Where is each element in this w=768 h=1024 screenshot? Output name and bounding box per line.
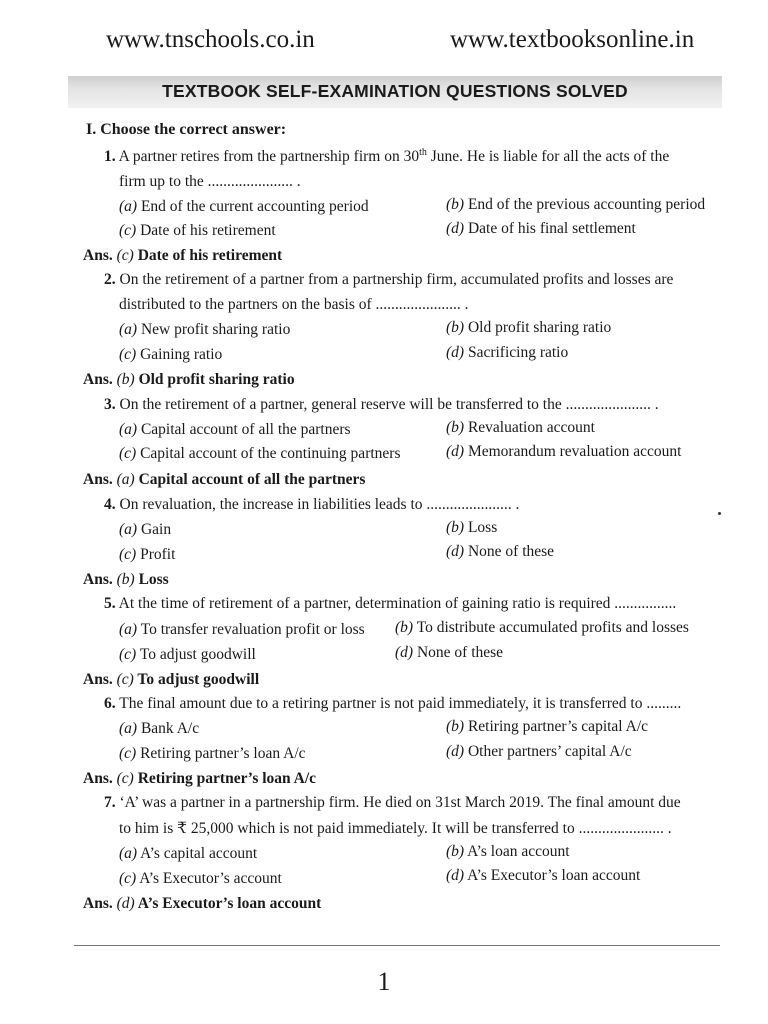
option-text: None of these bbox=[467, 543, 555, 560]
option-text: A’s Executor’s loan account bbox=[467, 867, 641, 884]
option-text: To adjust goodwill bbox=[139, 646, 256, 663]
option-letter: (c) bbox=[119, 745, 137, 762]
option-text: Gaining ratio bbox=[140, 346, 223, 363]
option-text: Sacrificing ratio bbox=[467, 344, 569, 361]
option-text: To distribute accumulated profits and losses bbox=[416, 619, 689, 636]
question-4-option-b bbox=[446, 519, 497, 537]
answer-letter: (c) bbox=[116, 770, 134, 787]
answer-prefix: Ans. bbox=[83, 371, 113, 388]
question-6-option-c bbox=[119, 745, 306, 763]
answer-letter: (b) bbox=[116, 371, 135, 388]
question-1-option-a bbox=[119, 198, 369, 216]
option-letter: (d) bbox=[395, 644, 414, 661]
scan-speck bbox=[718, 512, 721, 515]
option-letter: (b) bbox=[446, 519, 465, 536]
question-2-option-a bbox=[119, 321, 290, 339]
question-6-line-1 bbox=[104, 695, 681, 713]
question-text: On the retirement of a partner from a partnership firm, accumulated profits and losses are bbox=[119, 271, 674, 288]
page-number: 1 bbox=[377, 967, 391, 996]
question-5-option-d bbox=[395, 644, 503, 662]
option-letter: (b) bbox=[446, 196, 465, 213]
answer-text: A’s Executor’s loan account bbox=[137, 895, 322, 912]
footer-rule bbox=[74, 945, 720, 946]
option-letter: (d) bbox=[446, 443, 465, 460]
option-text: Profit bbox=[140, 546, 176, 563]
option-text: Date of his final settlement bbox=[467, 220, 636, 237]
question-text: June. He is liable for all the acts of the bbox=[426, 148, 670, 166]
question-text: The final amount due to a retiring partner is not paid immediately, it is transferred to ......... bbox=[119, 695, 682, 712]
answer-prefix: Ans. bbox=[83, 671, 113, 688]
option-text: Revaluation account bbox=[467, 419, 595, 436]
question-7-option-c bbox=[119, 870, 282, 888]
option-text: Loss bbox=[467, 519, 498, 536]
option-text: Retiring partner’s capital A/c bbox=[467, 718, 649, 735]
answer-letter: (d) bbox=[116, 895, 135, 912]
option-text: Retiring partner’s loan A/c bbox=[140, 745, 306, 762]
question-text: On the retirement of a partner, general reserve will be transferred to the ...................... . bbox=[119, 396, 659, 413]
option-letter: (b) bbox=[446, 718, 465, 735]
question-6-option-b bbox=[446, 718, 648, 736]
option-text: A’s loan account bbox=[467, 843, 570, 860]
question-text: At the time of retirement of a partner, determination of gaining ratio is required ................ bbox=[118, 595, 677, 612]
option-text: Date of his retirement bbox=[140, 222, 276, 239]
answer-text: To adjust goodwill bbox=[137, 671, 260, 688]
question-7-line-2: to him is ₹ 25,000 which is not paid immediately. It will be transferred to ...................... . bbox=[119, 820, 672, 837]
question-2-line-2: distributed to the partners on the basis of ...................... . bbox=[119, 296, 469, 313]
question-4-option-d bbox=[446, 543, 554, 561]
question-3-option-c bbox=[119, 445, 400, 463]
question-7-option-a bbox=[119, 845, 257, 863]
option-text: Old profit sharing ratio bbox=[467, 319, 612, 336]
option-text: Memorandum revaluation account bbox=[467, 443, 682, 460]
question-4-answer bbox=[83, 571, 169, 589]
option-text: End of the previous accounting period bbox=[467, 196, 706, 213]
question-number: 4. bbox=[104, 496, 116, 513]
question-2-option-b bbox=[446, 319, 611, 337]
option-letter: (a) bbox=[119, 321, 138, 338]
option-letter: (a) bbox=[119, 521, 138, 538]
question-6-answer bbox=[83, 770, 316, 788]
question-number: 1. bbox=[104, 148, 116, 166]
question-4-line-1 bbox=[104, 496, 519, 514]
answer-text: Loss bbox=[138, 571, 169, 588]
banner-title: TEXTBOOK SELF-EXAMINATION QUESTIONS SOLVED bbox=[162, 81, 628, 101]
question-6-option-d bbox=[446, 743, 632, 761]
left-site-url: www.tnschools.co.in bbox=[106, 26, 315, 53]
question-5-answer bbox=[83, 671, 259, 689]
answer-prefix: Ans. bbox=[83, 247, 113, 264]
option-letter: (a) bbox=[119, 198, 138, 215]
option-letter: (d) bbox=[446, 743, 465, 760]
option-letter: (a) bbox=[119, 621, 138, 638]
question-number: 6. bbox=[104, 695, 116, 712]
option-letter: (b) bbox=[446, 319, 465, 336]
option-letter: (d) bbox=[446, 543, 465, 560]
question-2-option-c bbox=[119, 346, 222, 364]
question-1-option-d bbox=[446, 220, 636, 238]
question-number: 2. bbox=[104, 271, 116, 288]
option-letter: (a) bbox=[119, 845, 138, 862]
question-3-answer bbox=[83, 471, 365, 489]
answer-letter: (c) bbox=[116, 671, 134, 688]
question-2-option-d bbox=[446, 344, 568, 362]
question-1-line-1 bbox=[104, 147, 669, 166]
option-text: End of the current accounting period bbox=[140, 198, 369, 215]
question-2-line-1 bbox=[104, 271, 673, 289]
question-5-option-b bbox=[395, 619, 689, 637]
question-4-option-c bbox=[119, 546, 175, 564]
superscript: th bbox=[419, 147, 427, 158]
option-letter: (a) bbox=[119, 421, 138, 438]
question-3-option-a bbox=[119, 421, 351, 439]
answer-text: Retiring partner’s loan A/c bbox=[137, 770, 317, 787]
question-5-option-c bbox=[119, 646, 256, 664]
section-banner bbox=[68, 76, 722, 108]
option-letter: (c) bbox=[119, 546, 137, 563]
question-3-option-d bbox=[446, 443, 681, 461]
answer-text: Capital account of all the partners bbox=[138, 471, 366, 488]
option-text: New profit sharing ratio bbox=[140, 321, 291, 338]
question-4-option-a bbox=[119, 521, 171, 539]
option-text: A’s Executor’s account bbox=[139, 870, 282, 887]
option-text: To transfer revaluation profit or loss bbox=[140, 621, 365, 638]
option-letter: (d) bbox=[446, 220, 465, 237]
option-letter: (c) bbox=[119, 222, 137, 239]
option-text: Gain bbox=[140, 521, 172, 538]
answer-letter: (b) bbox=[116, 571, 135, 588]
question-3-option-b bbox=[446, 419, 595, 437]
option-text: Other partners’ capital A/c bbox=[467, 743, 632, 760]
answer-prefix: Ans. bbox=[83, 770, 113, 787]
question-text: A partner retires from the partnership firm on 30 bbox=[118, 148, 420, 166]
question-7-line-1 bbox=[104, 794, 681, 812]
question-1-line-2: firm up to the ...................... . bbox=[119, 173, 301, 190]
option-letter: (d) bbox=[446, 344, 465, 361]
question-1-answer bbox=[83, 247, 282, 265]
section-heading: I. Choose the correct answer: bbox=[86, 121, 287, 138]
question-6-option-a bbox=[119, 720, 199, 738]
answer-letter: (a) bbox=[116, 471, 135, 488]
question-number: 5. bbox=[104, 595, 116, 612]
answer-text: Old profit sharing ratio bbox=[138, 371, 295, 388]
option-letter: (b) bbox=[446, 419, 465, 436]
question-2-answer bbox=[83, 371, 295, 389]
question-1-option-b bbox=[446, 196, 705, 214]
option-text: Capital account of all the partners bbox=[140, 421, 351, 438]
option-letter: (b) bbox=[395, 619, 414, 636]
option-text: A’s capital account bbox=[140, 845, 258, 862]
question-3-line-1 bbox=[104, 396, 659, 414]
option-letter: (c) bbox=[119, 445, 137, 462]
option-letter: (c) bbox=[119, 646, 137, 663]
option-letter: (d) bbox=[446, 867, 465, 884]
question-7-answer bbox=[83, 895, 321, 913]
question-5-line-1 bbox=[104, 595, 676, 613]
question-7-option-b bbox=[446, 843, 570, 861]
question-number: 3. bbox=[104, 396, 116, 413]
question-text: On revaluation, the increase in liabilities leads to ...................... . bbox=[119, 496, 520, 513]
answer-text: Date of his retirement bbox=[137, 247, 283, 264]
question-7-option-d bbox=[446, 867, 640, 885]
option-letter: (c) bbox=[119, 870, 137, 887]
answer-prefix: Ans. bbox=[83, 471, 113, 488]
option-text: None of these bbox=[416, 644, 504, 661]
answer-letter: (c) bbox=[116, 247, 134, 264]
answer-prefix: Ans. bbox=[83, 571, 113, 588]
question-text: ‘A’ was a partner in a partnership firm. He died on 31st March 2019. The final amount due bbox=[119, 794, 681, 811]
question-5-option-a bbox=[119, 621, 365, 639]
option-letter: (b) bbox=[446, 843, 465, 860]
site-header bbox=[0, 26, 768, 56]
right-site-url: www.textbooksonline.in bbox=[450, 26, 695, 53]
question-1-option-c bbox=[119, 222, 276, 240]
option-text: Capital account of the continuing partners bbox=[140, 445, 401, 462]
answer-prefix: Ans. bbox=[83, 895, 113, 912]
option-letter: (c) bbox=[119, 346, 137, 363]
option-text: Bank A/c bbox=[140, 720, 200, 737]
option-letter: (a) bbox=[119, 720, 138, 737]
question-number: 7. bbox=[104, 794, 116, 811]
